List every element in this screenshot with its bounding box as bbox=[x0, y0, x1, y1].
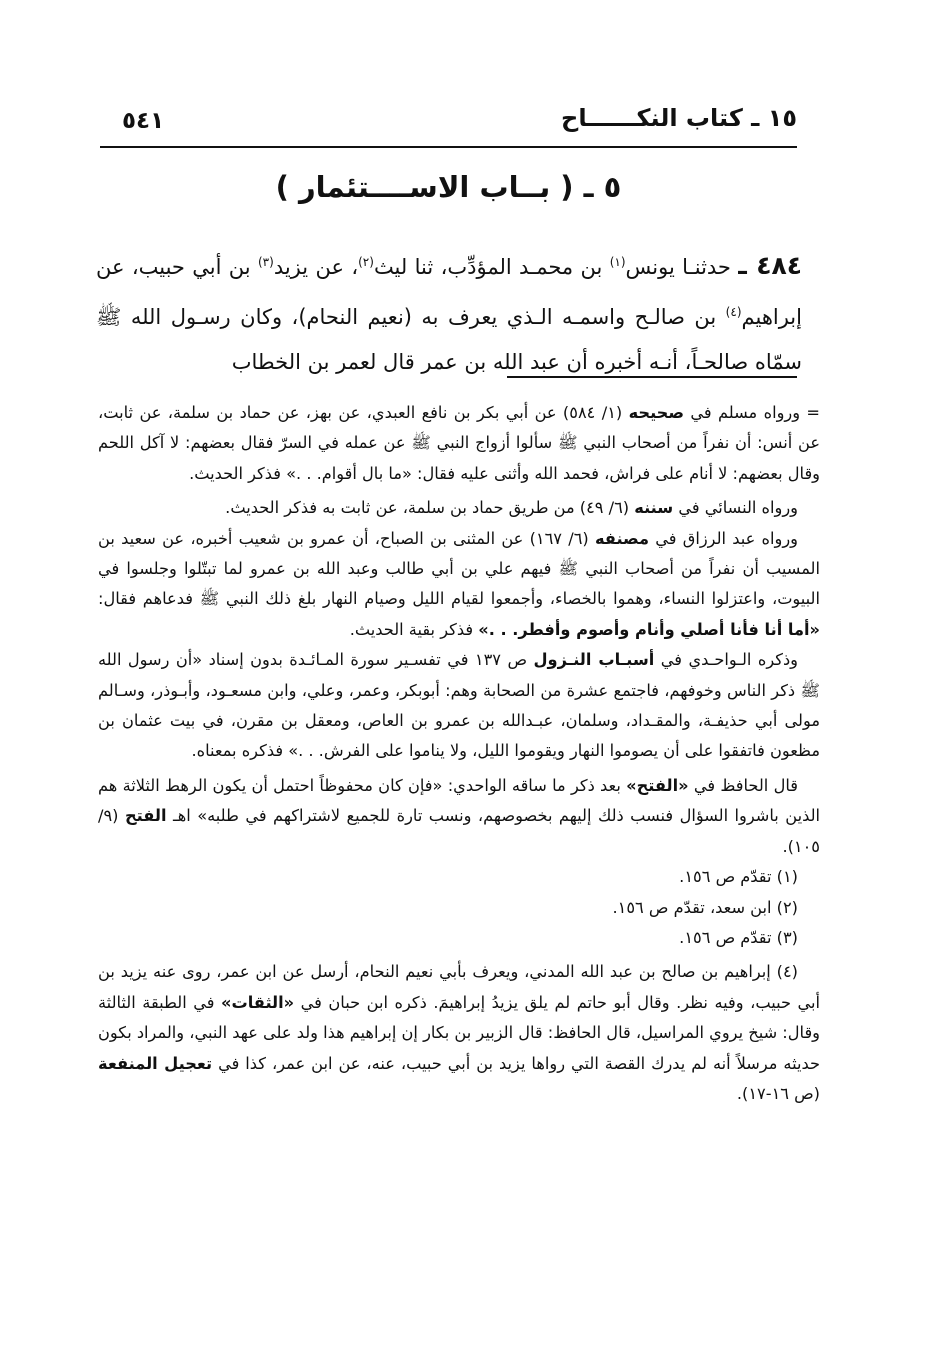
hadith-text-part: حدثنـا يونس bbox=[625, 255, 731, 279]
source-title: الفتح bbox=[124, 806, 167, 826]
source-title: مصنفه bbox=[594, 528, 650, 548]
source-title: «الثقات» bbox=[221, 992, 295, 1012]
footnote-marker-4: (٤) bbox=[725, 305, 742, 319]
footnote-text: بعد ذكر ما ساقه الواحدي: «فإن كان محفوظاً احتمل أن يكون الرهط الثلاثة هم الذين باشروا السؤال فنسب ذلك إليهم بخصوصهم، ونسب تارة للجميع لاشتراكهم في طلبه» اهـ bbox=[98, 775, 820, 826]
footnote-text: ص ١٣٧ في تفسـير سورة المـائـدة بدون إسناد «أن رسول الله ﷺ ذكر الناس وخوفهم، فاجتمع عشرة من الصحابة وهم: أبوبكر، وعمر، وعلي، وابن مسعـود، وأبـوذر، وسـالم مولى أبي حذيفـة، والمقـداد، وسلمان، عبـدالله بن عمرو بن العاص، ومعقل بن مقرن، في بيت عثمان بن مظعون فاتفقوا على أن يصوموا النهار ويقوموا الليل، ولا يناموا على الفرش. . .» فذكره بمعناه. bbox=[98, 650, 820, 761]
footnote-text: (٤) إبراهيم بن صالح بن عبد الله المدني، ويعرف بأبي نعيم النحام، أرسل عن ابن عمر، روى عنه يزيد بن أبي حبيب، وفيه نظر. وقال أبو حاتم لم يلق يزيدُ إبراهيمَ. ذكره ابن حبان في bbox=[98, 962, 821, 1012]
hadith-text bbox=[96, 240, 802, 385]
footnote-1: (١) تقدّم ص ١٥٦. bbox=[679, 867, 798, 887]
footnote-text: في الطبقة الثالثة وقال: شيخ يروي المراسيل، قال الحافظ: قال الزبير بن بكار إن إبراهيم هذا ولد على عهد النبي، والمراد بكون حديثه مرسلاً أنه لم يدرك القصة التي رواها يزيد بن أبي حبيب، عنه، عن ابن عمر، كذا في bbox=[98, 992, 820, 1073]
source-title: «الفتح» bbox=[626, 775, 689, 795]
page-header bbox=[100, 100, 797, 144]
hadith-text-part: ، عن يزيد bbox=[273, 255, 359, 279]
hadith-text-part: بن صالـح واسمـه الـذي يعرف به (نعيم النحام)، وكان رسـول الله ﷺ سمّاه صالحـاً، أنـه أخبره أن عبد الله بن عمر قال لعمر بن الخطاب bbox=[96, 305, 802, 374]
source-title: أسبـاب النـزول bbox=[533, 650, 655, 670]
footnote-3: (٣) تقدّم ص ١٥٦. bbox=[679, 927, 798, 947]
footnote-nasai bbox=[98, 493, 820, 523]
source-title: سننه bbox=[634, 498, 674, 518]
footnote-continuation-muslim bbox=[98, 398, 820, 489]
source-title: صحيحه bbox=[628, 403, 684, 422]
header-rule bbox=[100, 146, 797, 148]
footnotes bbox=[98, 398, 820, 1109]
footnote-text: (١/ ٥٨٤) عن أبي بكر بن نافع العبدي، عن بهز، عن حماد بن سلمة، عن ثابت، عن أنس: أن نفراً من أصحاب النبي ﷺ سألوا أزواج النبي ﷺ عن عمله في السرّ فقال بعضهم: لا آكل اللحم وقال بعضهم: لا أنام على فراش، فحمد الله وأثنى عليه فقال: «ما بال أقوام. . .» فذكر الحديث. bbox=[98, 403, 820, 483]
footnote-text: قال الحافظ في bbox=[688, 775, 799, 795]
footnote-text: فذكر بقية الحديث. bbox=[349, 619, 479, 639]
chapter-title: ٥ ـ ( بــاب الاســــتئمار ) bbox=[275, 170, 622, 204]
footnote-text: وذكره الـواحـدي في bbox=[654, 650, 798, 670]
footnote-wahidi bbox=[98, 645, 820, 767]
source-title: تعجيل المنفعة bbox=[98, 1053, 213, 1073]
footnote-text: (ص ١٦-١٧). bbox=[736, 1083, 820, 1103]
hadith-text-part: بن أبي حبيب، عن إبراهيم bbox=[96, 255, 802, 329]
footnote-marker-1: (١) bbox=[609, 255, 626, 269]
footnote-abdrazzaq bbox=[98, 524, 820, 646]
footnote-text: (٦/ ٤٩) من طريق حماد بن سلمة، عن ثابت به فذكر الحديث. bbox=[225, 498, 635, 518]
hadith-text-part: بن محمـد المؤدِّب، ثنا ليث bbox=[373, 255, 610, 279]
footnote-separator bbox=[507, 376, 797, 378]
footnote-text: ورواه عبد الرزاق في bbox=[649, 528, 798, 548]
running-title: ١٥ ـ كتاب النكــــــاح bbox=[561, 104, 797, 132]
footnote-hafiz bbox=[98, 771, 820, 862]
quoted-text: «أما أنا فأنا أصلي وأنام وأصوم وأفطر. . .» bbox=[478, 619, 820, 639]
footnote-2: (٢) ابن سعد، تقدّم ص ١٥٦. bbox=[612, 897, 798, 917]
footnote-marker-2: (٢) bbox=[358, 255, 374, 269]
footnote-marker-3: (٣) bbox=[257, 255, 274, 269]
footnote-text: = ورواه مسلم في bbox=[684, 403, 820, 422]
footnote-text: (٦/ ١٦٧) عن المثنى بن الصباح، أن عمرو بن شعيب أخبره، عن سعيد بن المسيب أن نفراً من أصحاب النبي ﷺ فيهم علي بن أبي طالب وعبد الله بن عمرو لما تبتّلوا وجلسوا في البيوت، واعتزلوا النساء، وهموا بالخصاء، وأجمعوا لقيام الليل وصيام النهار بلغ ذلك النبي ﷺ فدعاهم فقال: bbox=[98, 528, 820, 609]
page-number: ٥٤١ bbox=[122, 108, 165, 134]
hadith-number: ٤٨٤ ـ bbox=[738, 251, 802, 280]
footnote-text: (٩/ ١٠٥). bbox=[98, 806, 820, 856]
footnote-4 bbox=[98, 957, 820, 1109]
footnote-text: ورواه النسائي في bbox=[673, 498, 798, 518]
